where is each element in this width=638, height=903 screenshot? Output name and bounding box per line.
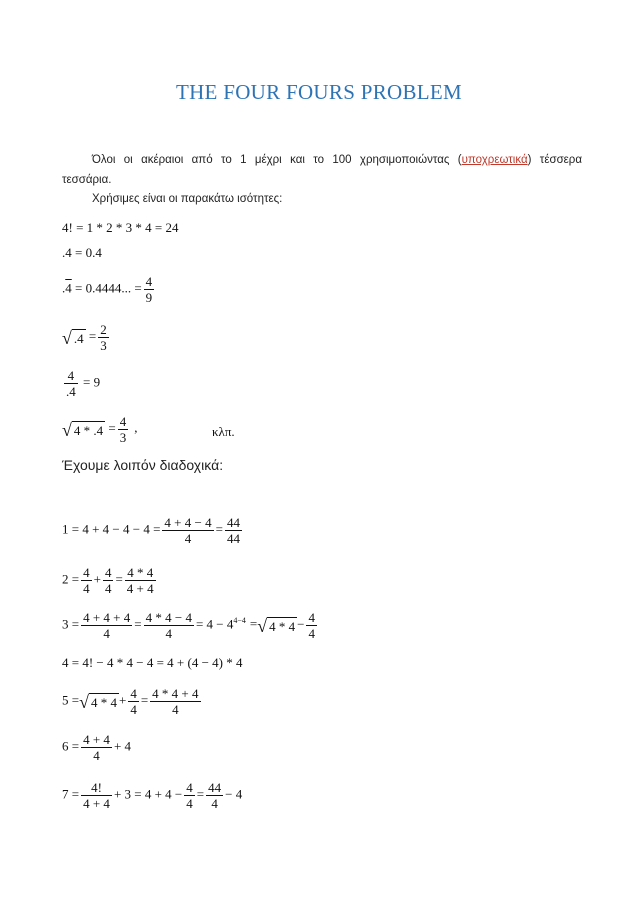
fraction-denominator: 4 + 4 (83, 796, 110, 811)
fraction-denominator: .4 (66, 384, 76, 399)
fraction-numerator: 4 * 4 − 4 (145, 610, 192, 625)
fraction-denominator: 4 (186, 796, 193, 811)
fraction-numerator: 4 (308, 610, 315, 625)
eq6-lhs: 6 = (62, 738, 80, 754)
equation-4: 4 = 4! − 4 * 4 − 4 = 4 + (4 − 4) * 4 (62, 655, 243, 670)
fraction (81, 565, 92, 596)
fraction-denominator: 3 (119, 430, 127, 445)
repeating-digit: 4 (65, 280, 72, 296)
fraction-denominator: 3 (100, 338, 107, 353)
document-title: THE FOUR FOURS PROBLEM (175, 80, 463, 104)
fraction-numerator: 4 * 4 (125, 565, 156, 581)
fraction (162, 515, 213, 546)
fraction (184, 780, 195, 811)
fraction-numerator: 44 (226, 515, 240, 530)
fraction (98, 322, 109, 353)
radical-icon: √ (62, 419, 72, 440)
fraction (81, 610, 132, 641)
division-rhs: = 9 (79, 374, 101, 390)
fraction-denominator: 4 (211, 796, 218, 811)
square-root (79, 692, 119, 710)
identity-division (62, 368, 100, 399)
fraction-denominator: 4 (103, 626, 110, 641)
equation-6 (62, 732, 131, 763)
fraction-denominator: 4 (104, 581, 112, 596)
fraction-denominator: 4 + 4 (126, 581, 154, 596)
eq7-lhs: 7 = (62, 786, 80, 802)
decimal-lhs: .4 (62, 245, 72, 260)
radicand: 4 * 4 (269, 619, 296, 634)
fraction-numerator: 4 (83, 565, 90, 580)
square-root (62, 328, 86, 346)
fraction-numerator: 4 (145, 274, 153, 289)
radical-icon: √ (257, 615, 268, 636)
eq3-mid: = 4 − 4 (195, 616, 234, 632)
intro-emphasis: υποχρεωτικά (461, 154, 528, 166)
eq3-exponent: 4−4 (233, 616, 246, 626)
fraction (64, 368, 78, 399)
fraction-numerator: 4 (64, 368, 78, 384)
fraction-numerator: 4 + 4 (83, 732, 110, 747)
fraction (81, 780, 112, 811)
intro-text-before: Όλοι οι ακέραιοι από το 1 μέχρι και το 100 χρησιμοποιώντας ( (92, 154, 462, 166)
intro-paragraph (62, 150, 582, 190)
eq7-mid: + 3 = 4 + 4 − (113, 786, 183, 802)
fraction-numerator: 4 (130, 686, 137, 701)
eq5-eq: = (140, 692, 149, 708)
fraction-numerator: 2 (100, 322, 107, 337)
eq2-lhs: 2 = (62, 571, 80, 587)
fraction-denominator: 4 (93, 748, 100, 763)
radical-icon: √ (79, 691, 89, 712)
fraction (118, 414, 129, 445)
decimal-rhs: = 0.4 (71, 245, 102, 260)
radicand: 4 * .4 (73, 423, 104, 438)
square-root (257, 616, 297, 634)
square-root (62, 420, 105, 438)
repeating-mid: = 0.4444... = (71, 280, 142, 296)
fraction (150, 686, 200, 717)
eq2-eq: = (115, 571, 123, 587)
eq7-tail: − 4 (225, 786, 243, 802)
eq6-rhs: + 4 (113, 738, 132, 754)
identity-decimal (62, 245, 102, 261)
fraction-numerator: 4 (104, 565, 112, 580)
fraction (144, 610, 194, 641)
fraction-numerator: 4! (81, 780, 112, 796)
repeating-prefix: . (62, 280, 66, 296)
radicand: 4 * 4 (90, 695, 117, 710)
eq1-eq: = (215, 521, 223, 537)
comma: , (134, 420, 138, 436)
etc-text: κλπ. (212, 424, 235, 439)
identity-sqrt (62, 322, 111, 353)
fraction (125, 565, 156, 596)
fraction (128, 686, 139, 717)
section-heading: Έχουμε λοιπόν διαδοχικά: (62, 457, 224, 473)
eq3-minus: − (297, 616, 305, 632)
fraction (225, 515, 242, 546)
fraction-denominator: 4 (308, 626, 315, 641)
identity-sqrt-product (62, 414, 137, 445)
equation-5 (62, 686, 203, 717)
identity-factorial: 4! = 1 * 2 * 3 * 4 = 24 (62, 220, 179, 235)
eq5-plus: + (118, 692, 127, 708)
fraction (306, 610, 317, 641)
fraction-numerator: 4 (186, 780, 193, 795)
equation-7 (62, 780, 242, 811)
fraction-denominator: 9 (145, 290, 153, 305)
intro-text-after: ) τέσσερα τεσσάρια. (62, 154, 582, 186)
fraction-denominator: 4 (184, 531, 192, 546)
eq3-lhs: 3 = (62, 616, 80, 632)
eq1-lhs: 1 = 4 + 4 − 4 − 4 = (62, 521, 161, 537)
equation-3 (62, 610, 319, 641)
fraction-denominator: 4 (130, 702, 137, 717)
sqrt-product-eq: = (105, 420, 116, 436)
fraction-denominator: 4 (165, 626, 173, 641)
fraction-numerator: 44 (208, 780, 222, 795)
fraction-numerator: 4 + 4 − 4 (164, 515, 212, 530)
fraction-numerator: 4 * 4 + 4 (152, 686, 199, 701)
identity-repeating (62, 274, 156, 305)
eq3-eq1: = (134, 616, 142, 632)
fraction (103, 565, 114, 596)
eq2-plus: + (93, 571, 101, 587)
fraction (206, 780, 223, 811)
fraction-denominator: 4 (172, 702, 179, 717)
equation-2 (62, 565, 158, 596)
equation-1 (62, 515, 244, 546)
fraction (144, 274, 155, 305)
radical-icon: √ (62, 327, 72, 348)
eq5-lhs: 5 = (62, 692, 80, 708)
fraction-numerator: 4 + 4 + 4 (83, 610, 131, 625)
sqrt-eq: = (85, 328, 97, 344)
fraction-denominator: 4 (83, 581, 90, 596)
eq7-eq: = (196, 786, 205, 802)
eq3-eq2: = (249, 616, 258, 632)
fraction-numerator: 4 (119, 414, 127, 429)
useful-identities-text: Χρήσιμες είναι οι παρακάτω ισότητες: (92, 193, 283, 205)
radicand: .4 (73, 331, 84, 346)
fraction-denominator: 44 (226, 531, 240, 546)
fraction (81, 732, 112, 763)
